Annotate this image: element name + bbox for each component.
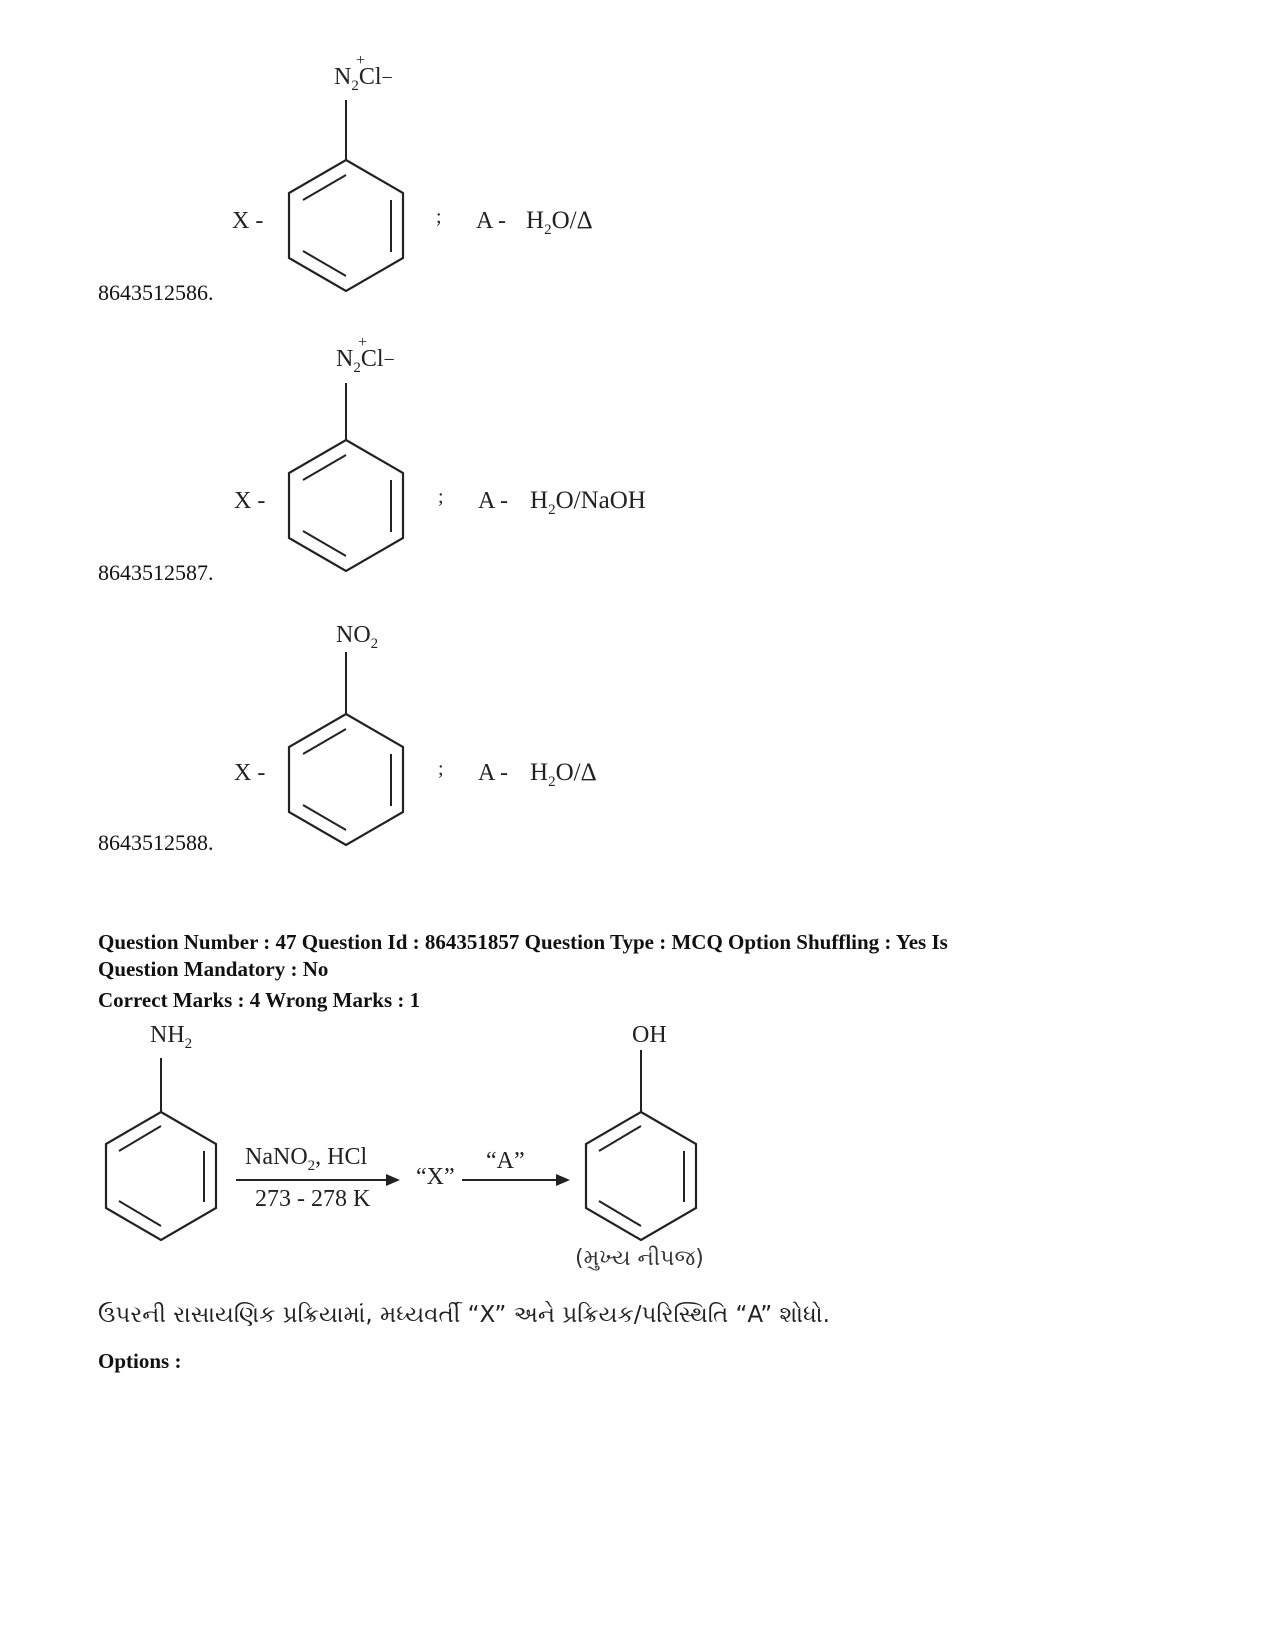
marks-line: Correct Marks : 4 Wrong Marks : 1 [98,988,421,1012]
reaction-scheme [0,1020,1275,1290]
separator: ; [436,206,442,228]
plus-charge: + [356,52,366,69]
a-label: A - [476,208,506,234]
a-reagent: $H_2O/\Delta$ [530,759,597,790]
hydroxyl-group-label: OH [632,1022,667,1048]
a-reagent: $H_2O/\Delta$ [526,207,593,238]
nitro-group-label: $NO_2$ [336,622,379,652]
plus-charge: + [358,334,368,351]
options-label: Options : [98,1349,182,1373]
option-8643512588 [0,590,1275,870]
option-id: 8643512588. [98,830,214,855]
amino-group-label: $NH_2$ [150,1022,193,1052]
benzene-ring-diagram [0,0,1275,310]
reagent-bottom: 273 - 278 K [255,1186,371,1212]
separator: ; [438,758,444,780]
a-label: A - [478,488,508,514]
question-prompt: ઉપરની રાસાયણિક પ્રક્રિયામાં, મધ્યવર્તી “X” અને પ્રક્રિયક/પરિસ્થિતિ “A” શોધો. [98,1302,830,1328]
option-8643512587 [0,310,1275,590]
a-label: A - [478,760,508,786]
a-reagent: $H_2O$/NaOH [530,487,646,518]
x-label: X - [234,488,266,514]
diazonium-group-label: $N_2Cl-$ [334,64,393,94]
benzene-ring-diagram [0,310,1275,590]
product-note: (મુખ્ય નીપજ) [575,1246,704,1271]
option-id: 8643512586. [98,280,214,305]
reagent-top: NaNO$_2$, HCl [245,1144,368,1174]
intermediate-x: “X” [416,1164,455,1190]
step2-label: “A” [486,1148,525,1174]
option-id: 8643512587. [98,560,214,585]
question-header-line1: Question Number : 47 Question Id : 864351857 Question Type : MCQ Option Shuffling : Yes Is [98,930,948,954]
question-header-line2: Question Mandatory : No [98,957,329,981]
benzene-ring-diagram [0,590,1275,870]
option-8643512586 [0,0,1275,310]
separator: ; [438,486,444,508]
x-label: X - [234,760,266,786]
x-label: X - [232,208,264,234]
diazonium-group-label: $N_2Cl-$ [336,346,395,376]
